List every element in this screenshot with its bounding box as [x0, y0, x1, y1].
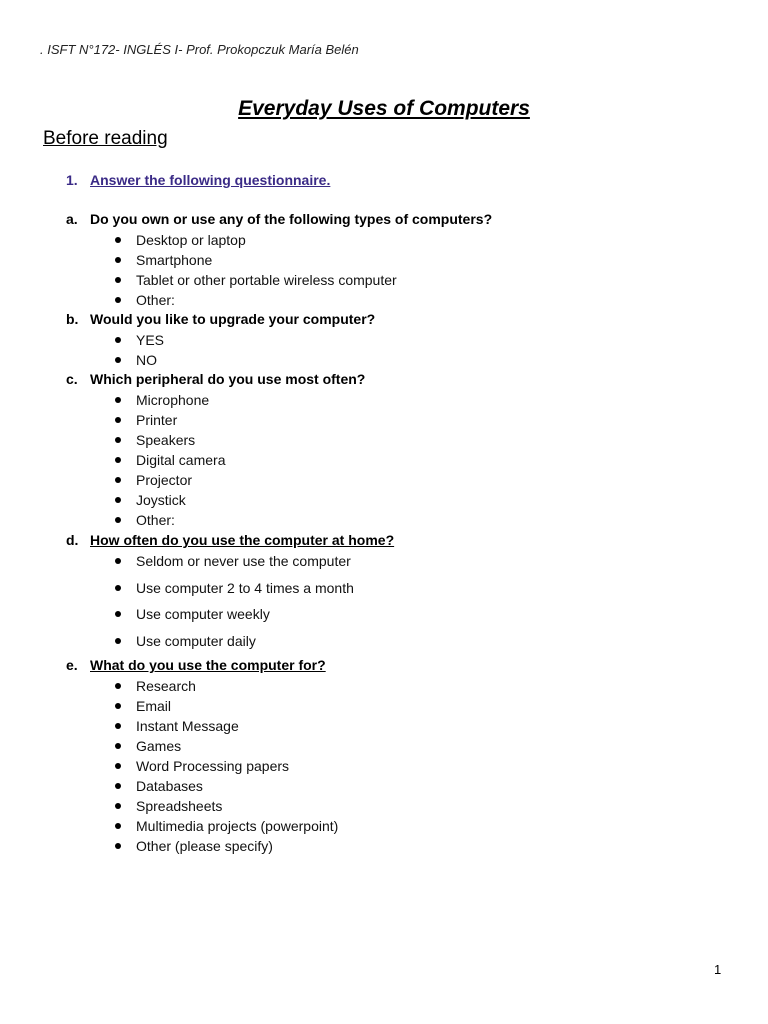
question-text: Which peripheral do you use most often? [90, 371, 366, 387]
question-a [66, 211, 492, 227]
options-b [112, 330, 164, 370]
option-item: Speakers [112, 430, 225, 450]
option-item: YES [112, 330, 164, 350]
instruction-number: 1. [66, 172, 78, 188]
options-d [112, 551, 354, 657]
option-item: Other: [112, 290, 397, 310]
question-text: What do you use the computer for? [90, 657, 326, 673]
section-heading: Before reading [43, 128, 168, 149]
page-number: 1 [714, 962, 722, 977]
option-item: Digital camera [112, 450, 225, 470]
option-item: Use computer weekly [112, 604, 354, 631]
instruction [66, 172, 330, 188]
question-text: Do you own or use any of the following types of computers? [90, 211, 493, 227]
option-item: Databases [112, 776, 338, 796]
option-item: Word Processing papers [112, 756, 338, 776]
question-label: e. [66, 657, 78, 673]
option-item: Other: [112, 510, 225, 530]
option-item: Instant Message [112, 716, 338, 736]
option-item: Microphone [112, 390, 225, 410]
question-e [66, 657, 326, 673]
option-item: Email [112, 696, 338, 716]
question-label: b. [66, 311, 79, 327]
option-item: NO [112, 350, 164, 370]
question-d [66, 532, 394, 548]
option-item: Tablet or other portable wireless computer [112, 270, 397, 290]
question-c [66, 371, 365, 387]
options-a [112, 230, 397, 310]
option-item: Desktop or laptop [112, 230, 397, 250]
option-item: Seldom or never use the computer [112, 551, 354, 578]
option-item: Printer [112, 410, 225, 430]
options-e [112, 676, 338, 856]
question-label: d. [66, 532, 79, 548]
question-label: c. [66, 371, 78, 387]
option-item: Use computer 2 to 4 times a month [112, 578, 354, 605]
document-title: Everyday Uses of Computers [238, 97, 530, 120]
option-item: Projector [112, 470, 225, 490]
option-item: Other (please specify) [112, 836, 338, 856]
option-item: Games [112, 736, 338, 756]
option-item: Use computer daily [112, 631, 354, 658]
question-label: a. [66, 211, 78, 227]
question-b [66, 311, 375, 327]
option-item: Smartphone [112, 250, 397, 270]
option-item: Research [112, 676, 338, 696]
question-text: Would you like to upgrade your computer? [90, 311, 376, 327]
option-item: Multimedia projects (powerpoint) [112, 816, 338, 836]
document-header: . ISFT N°172- INGLÉS I- Prof. Prokopczuk María Belén [40, 42, 359, 57]
question-text: How often do you use the computer at home? [90, 532, 395, 548]
option-item: Joystick [112, 490, 225, 510]
options-c [112, 390, 225, 530]
instruction-text: Answer the following questionnaire. [90, 172, 331, 188]
option-item: Spreadsheets [112, 796, 338, 816]
